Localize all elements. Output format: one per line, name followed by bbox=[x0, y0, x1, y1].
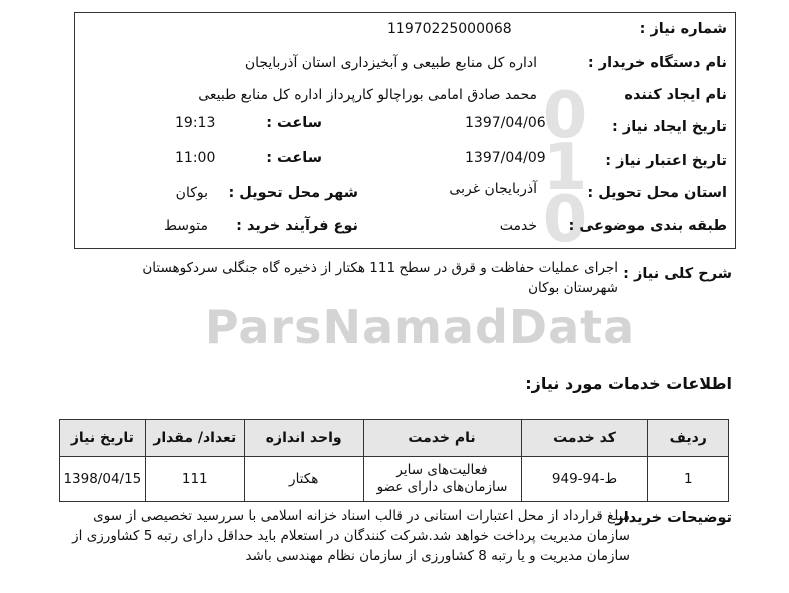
validity-time: 11:00 bbox=[175, 150, 216, 166]
creator-label: نام ایجاد کننده bbox=[624, 87, 727, 103]
col-date: تاریخ نیاز bbox=[60, 420, 146, 457]
process-label: نوع فرآیند خرید : bbox=[236, 218, 358, 234]
summary-label: شرح کلی نیاز : bbox=[623, 266, 732, 282]
watermark: ParsNamadData bbox=[204, 300, 636, 354]
province: آذربایجان غربی bbox=[449, 181, 537, 197]
need-info-box bbox=[74, 12, 736, 257]
row-date: 1398/04/15 bbox=[60, 457, 146, 502]
col-code: کد خدمت bbox=[521, 420, 648, 457]
services-title: اطلاعات خدمات مورد نیاز: bbox=[525, 374, 732, 393]
buyer-org-label: نام دستگاه خریدار : bbox=[587, 55, 727, 71]
created-date: 1397/04/06 bbox=[465, 115, 546, 131]
buyer-notes-label: توضیحات خریدار bbox=[615, 510, 732, 526]
need-number: 11970225000068 bbox=[387, 21, 512, 37]
created-time-label: ساعت : bbox=[266, 115, 322, 131]
col-qty: تعداد/ مقدار bbox=[145, 420, 244, 457]
row-unit: هکتار bbox=[244, 457, 363, 502]
summary-text: اجرای عملیات حفاظت و قرق در سطح 111 هکتار از ذخیره گاه جنگلی سردکوهستان شهرستان بوکان bbox=[142, 260, 618, 296]
validity-time-label: ساعت : bbox=[266, 150, 322, 166]
created-date-label: تاریخ ایجاد نیاز : bbox=[612, 119, 727, 135]
row-index: 1 bbox=[648, 457, 729, 502]
col-unit: واحد اندازه bbox=[244, 420, 363, 457]
watermark-digits: 0 1 0 bbox=[542, 79, 588, 257]
buyer-org: اداره کل منابع طبیعی و آبخیزداری استان آذربایجان bbox=[244, 55, 537, 71]
services-table bbox=[59, 419, 729, 502]
city: بوکان bbox=[175, 185, 208, 201]
row-code: ط-94-949 bbox=[521, 457, 648, 502]
process: متوسط bbox=[164, 218, 208, 234]
category: خدمت bbox=[499, 218, 537, 234]
services-header-row bbox=[60, 420, 729, 457]
category-label: طبقه بندی موضوعی : bbox=[568, 218, 727, 234]
buyer-notes-text: مبلغ قرارداد از محل اعتبارات استانی در قالب اسناد خزانه اسلامی با سررسید تخصیصی از سوی سازمان مدیریت پرداخت خواهد شد.شرکت کنندگان در استعلام باید حداقل دارای رتبه 5 کشاورزی از سازمان مدیریت و یا رتبه 8 کشاورزی از سازمان نظام مهندسی باشد bbox=[72, 508, 630, 564]
created-time: 19:13 bbox=[175, 115, 216, 131]
col-index: ردیف bbox=[648, 420, 729, 457]
validity-date: 1397/04/09 bbox=[465, 150, 546, 166]
row-qty: 111 bbox=[145, 457, 244, 502]
row-name: فعالیت‌های سایر سازمان‌های دارای عضو bbox=[363, 457, 521, 502]
creator: محمد صادق امامی بوراچالو کارپرداز اداره کل منابع طبیعی bbox=[198, 87, 537, 103]
need-number-label: شماره نیاز : bbox=[639, 21, 727, 37]
validity-date-label: تاریخ اعتبار نیاز : bbox=[605, 153, 727, 169]
province-label: استان محل تحویل : bbox=[587, 185, 727, 201]
col-name: نام خدمت bbox=[363, 420, 521, 457]
city-label: شهر محل تحویل : bbox=[228, 185, 358, 201]
table-row bbox=[60, 457, 729, 502]
